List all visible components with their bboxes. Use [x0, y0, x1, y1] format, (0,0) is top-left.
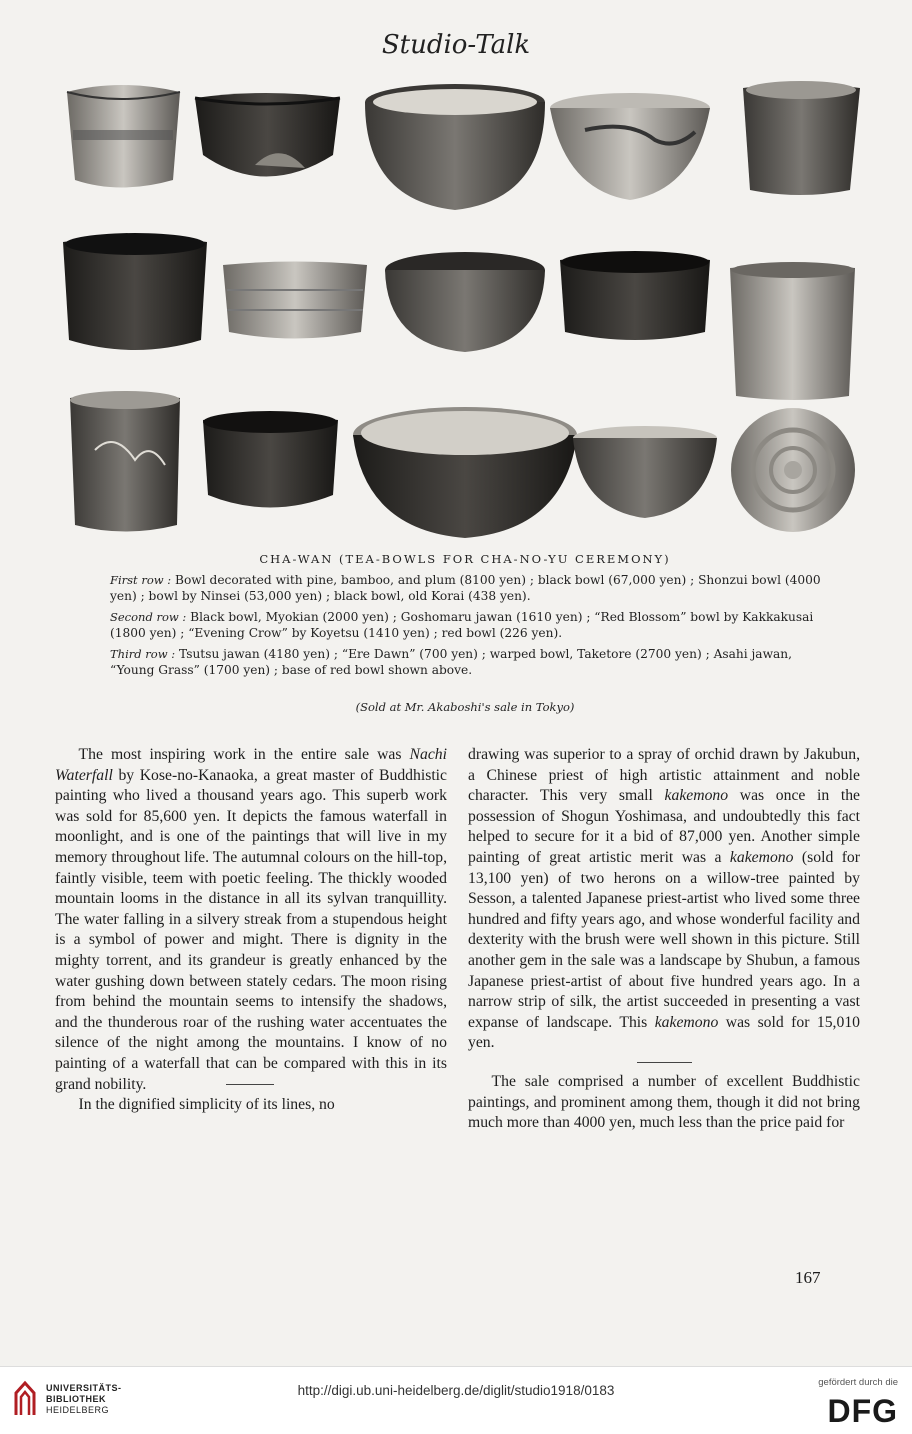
tea-bowls-photograph: [55, 70, 865, 550]
term-kakemono: kakemono: [654, 1013, 719, 1031]
library-line: HEIDELBERG: [46, 1405, 110, 1415]
section-rule: [226, 1084, 274, 1085]
plate-captions: [110, 573, 830, 684]
term-kakemono: kakemono: [729, 848, 794, 866]
permalink-url[interactable]: http://digi.ub.uni-heidelberg.de/diglit/studio1918/0183: [297, 1383, 615, 1398]
library-line: BIBLIOTHEK: [46, 1394, 106, 1404]
left-paragraph-1: [55, 745, 447, 1095]
caption-third-row: [110, 647, 830, 678]
right-column: [468, 745, 860, 1134]
text-run: was sold for 15,010 yen.: [468, 1013, 861, 1052]
library-line: UNIVERSITÄTS-: [46, 1383, 122, 1393]
text-run: was once in the possession of Shogun Yoshimasa, and undoubtedly this fact helped to secure for it a bid of 87,000 yen. Another simple painting of great artistic merit was a: [468, 787, 861, 866]
text-run: (sold for 13,100 yen) of two herons on a willow-tree painted by Sesson, a talented Japanese priest-artist who lived some three hundred and fifty years ago, and whose wonderful facility and dexterity with the brush were well shown in this picture. Still another gem in the sale was a landscape by Shubun, a famous Japanese priest-artist of about five hundred years ago. In a narrow strip of silk, the artist succeeded in presenting a vast expanse of landscape. This: [468, 848, 861, 1031]
text-run: drawing was superior to a spray of orchid drawn by Jakubun, a Chinese priest of high artistic attainment and noble character. This very small: [468, 746, 860, 805]
row3-bowls: [70, 391, 855, 538]
caption-row-label: Second row :: [110, 610, 187, 624]
painting-title: Nachi Waterfall: [55, 746, 447, 784]
running-title: Studio-Talk: [381, 30, 531, 60]
caption-row-text: Tsutsu jawan (4180 yen) ; “Ere Dawn” (700 yen) ; warped bowl, Taketore (2700 yen) ; Asahi jawan, “Young Grass” (1700 yen) ; base of red bowl shown above.: [110, 647, 792, 677]
row2-bowls: [63, 233, 855, 400]
plate-credit: (Sold at Mr. Akaboshi's sale in Tokyo): [355, 700, 575, 714]
caption-row-label: First row :: [110, 573, 172, 587]
tea-bowls-plate: [55, 70, 865, 550]
right-paragraph-2: The sale comprised a number of excellent Buddhistic paintings, and prominent among them, though it did not bring much more than 4000 yen, much less than the price paid for: [468, 1072, 860, 1132]
page-number: 167: [795, 1268, 821, 1287]
term-kakemono: kakemono: [664, 787, 729, 805]
right-paragraph-1: [468, 745, 860, 1054]
left-column: [55, 745, 447, 1116]
dfg-logo: DFG: [827, 1393, 898, 1429]
caption-first-row: [110, 573, 830, 604]
plate-caption-title: CHA-WAN (TEA-BOWLS FOR CHA-NO-YU CEREMONY): [259, 552, 671, 566]
text-run: by Kose-no-Kanaoka, a great master of Buddhistic painting who lived a thousand years ago. This superb work was sold for 85,600 yen. It depicts the famous waterfall in moonlight, and is one of the paintings that will live in my memory throughout life. The autumnal colours on the hill-top, faintly visible, teem with poetic feeling. The thickly wooded mountain looms in the distance in all its sylvan tranquillity. The water falling in a silvery streak from a stupendous height is a symbol of power and might. There is dignity in the mighty torrent, and its grandeur is greatly enhanced by the water gushing down between stately cedars. The moon rising from behind the mountain seems to intensify the shadows, and the thunderous roar of the rushing water accentuates the silence of the night among the mountains. I know of no painting of a waterfall that can be compared with this in its grand nobility.: [55, 766, 447, 1093]
text-run: The most inspiring work in the entire sale was: [78, 746, 402, 763]
caption-row-text: Black bowl, Myokian (2000 yen) ; Goshomaru jawan (1610 yen) ; “Red Blossom” bowl by Kakkakusai (1800 yen) ; “Evening Crow” by Koyetsu (1410 yen) ; red bowl (226 yen).: [110, 610, 814, 640]
funding-label: gefördert durch die: [818, 1377, 898, 1388]
section-rule: [637, 1062, 692, 1063]
caption-row-label: Third row :: [110, 647, 176, 661]
viewer-footer: [0, 1366, 912, 1434]
row1-bowls: [67, 81, 860, 210]
caption-second-row: [110, 610, 830, 641]
left-paragraph-2: In the dignified simplicity of its lines, no: [78, 1096, 335, 1114]
caption-row-text: Bowl decorated with pine, bamboo, and plum (8100 yen) ; black bowl (67,000 yen) ; Shonzui bowl (4000 yen) ; bowl by Ninsei (53,000 yen) ; black bowl, old Korai (438 yen).: [110, 573, 821, 603]
